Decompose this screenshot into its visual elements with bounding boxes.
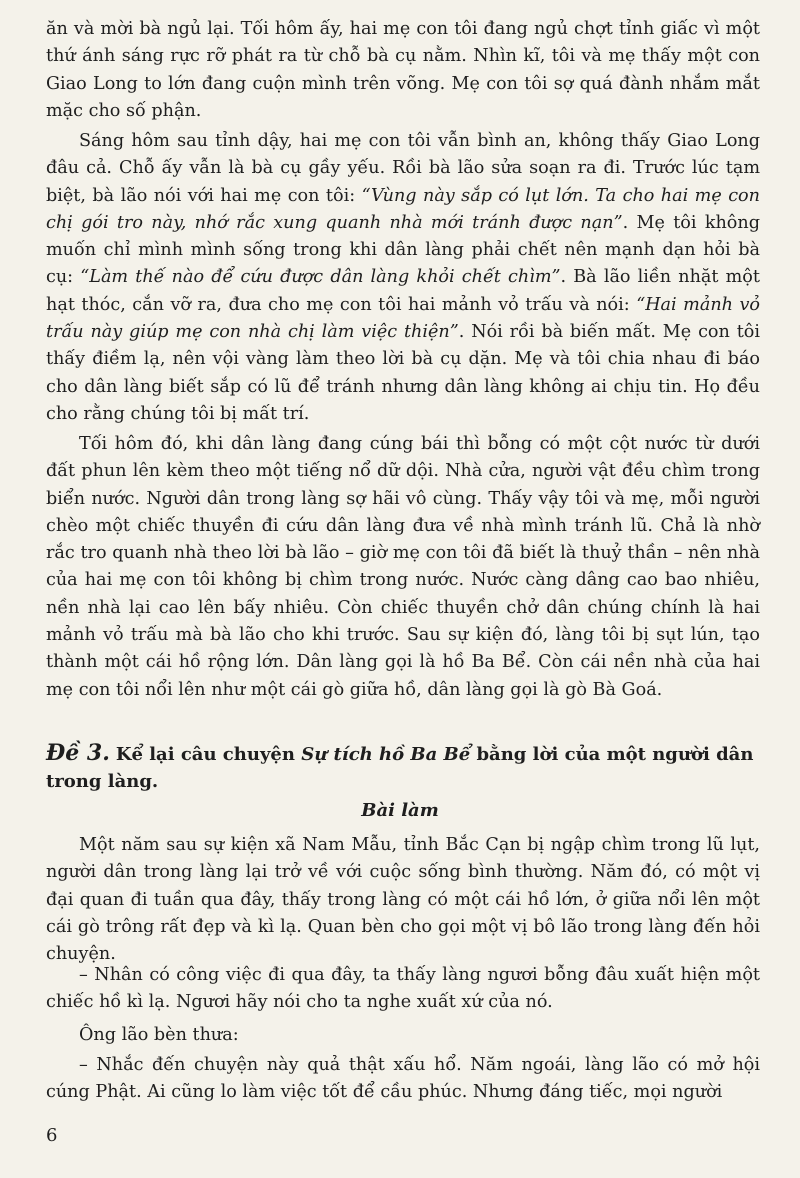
heading-run: Kể lại câu chuyện: [115, 744, 302, 765]
paragraph-text: Ông lão bèn thưa:: [79, 1025, 239, 1045]
paragraph-4: [46, 832, 760, 968]
quote-3: “Hai mảnh vỏ trấu này giúp mẹ con nhà chị làm việc thiện”: [46, 294, 761, 343]
text-run: . Bà lão liền nhặt một hạt thóc, cắn vỡ ra, đưa cho mẹ con tôi hai mảnh vỏ trấu và nói:: [46, 267, 760, 315]
heading-run: bằng lời của một người dân trong làng.: [46, 744, 754, 793]
paragraph-7: [46, 1052, 760, 1107]
paragraph-1: [46, 16, 760, 125]
paragraph-5: [46, 962, 760, 1017]
exercise-heading: [46, 740, 760, 796]
paragraph-text: Một năm sau sự kiện xã Nam Mẫu, tỉnh Bắc Cạn bị ngập chìm trong lũ lụt, người dân trong làng lại trở về với cuộc sống bình thường. Năm đó, có một vị đại quan đi tuần qua đây, thấy trong làng có một cái hồ lớn, ở giữa nổi lên một cái gò trông rất đẹp và kì lạ. Quan bèn cho gọi một vị bô lão trong làng đến hỏi chuyện.: [46, 835, 760, 965]
paragraph-6: [46, 1022, 760, 1049]
paragraph-text: – Nhắc đến chuyện này quả thật xấu hổ. Năm ngoái, làng lão có mở hội cúng Phật. Ai cũng lo làm việc tốt để cầu phúc. Nhưng đáng tiếc, mọi người: [46, 1055, 760, 1103]
paragraph-text: – Nhân có công việc đi qua đây, ta thấy làng ngươi bỗng đâu xuất hiện một chiếc hồ kì lạ. Ngươi hãy nói cho ta nghe xuất xứ của nó.: [46, 965, 760, 1013]
heading-label: Đề 3.: [46, 740, 110, 766]
paragraph-text: Tối hôm đó, khi dân làng đang cúng bái thì bỗng có một cột nước từ dưới đất phun lên kèm theo một tiếng nổ dữ dội. Nhà cửa, người vật đều chìm trong biển nước. Người dân trong làng sợ hãi vô cùng. Thấy vậy tôi và mẹ, mỗi người chèo một chiếc thuyền đi cứu dân làng đưa về nhà mình tránh lũ. Chả là nhờ rắc tro quanh nhà theo lời bà lão – giờ mẹ con tôi đã biết là thuỷ thần – nên nhà của hai mẹ con tôi không bị chìm trong nước. Nước càng dâng cao bao nhiêu, nền nhà lại cao lên bấy nhiêu. Còn chiếc thuyền chở dân chúng chính là hai mảnh vỏ trấu mà bà lão cho khi trước. Sau sự kiện đó, làng tôi bị sụt lún, tạo thành một cái hồ rộng lớn. Dân làng gọi là hồ Ba Bể. Còn cái nền nhà của hai mẹ con tôi nổi lên như một cái gò giữa hồ, dân làng gọi là gò Bà Goá.: [46, 434, 760, 700]
heading-story-title: Sự tích hồ Ba Bể: [301, 744, 471, 765]
text-run: Sáng hôm sau tỉnh dậy, hai mẹ con tôi vẫn bình an, không thấy Giao Long đâu cả. Chỗ ấy vẫn là bà cụ gầy yếu. Rồi bà lão sửa soạn ra đi. Trước lúc tạm biệt, bà lão nói với hai mẹ con tôi:: [46, 131, 760, 206]
text-run: . Mẹ tôi không muốn chỉ mình mình sống trong khi dân làng phải chết nên mạnh dạn hỏi bà cụ:: [46, 212, 760, 288]
quote-2: “Làm thế nào để cứu được dân làng khỏi chết chìm”: [80, 267, 561, 288]
answer-subtitle: Bài làm: [361, 800, 439, 821]
paragraph-text: ăn và mời bà ngủ lại. Tối hôm ấy, hai mẹ con tôi đang ngủ chợt tỉnh giấc vì một thứ ánh sáng rực rỡ phát ra từ chỗ bà cụ nằm. Nhìn kĩ, tôi và mẹ thấy một con Giao Long to lớn đang cuộn mình trên võng. Mẹ con tôi sợ quá đành nhắm mắt mặc cho số phận.: [46, 19, 760, 121]
text-run: . Nói rồi bà biến mất. Mẹ con tôi thấy điềm lạ, nên vội vàng làm theo lời bà cụ dặn. Mẹ và tôi chia nhau đi báo cho dân làng biết sắp có lũ để tránh nhưng dân làng không ai chịu tin. Họ đều cho rằng chúng tôi bị mất trí.: [46, 322, 760, 424]
paragraph-text: [46, 128, 760, 428]
heading-text: [46, 740, 760, 796]
quote-1: “Vùng này sắp có lụt lớn. Ta cho hai mẹ con chị gói tro này, nhớ rắc xung quanh nhà mới tránh được nạn”: [46, 185, 760, 233]
paragraph-2: [46, 128, 760, 428]
paragraph-3: [46, 431, 760, 704]
page-number: 6: [46, 1125, 58, 1146]
